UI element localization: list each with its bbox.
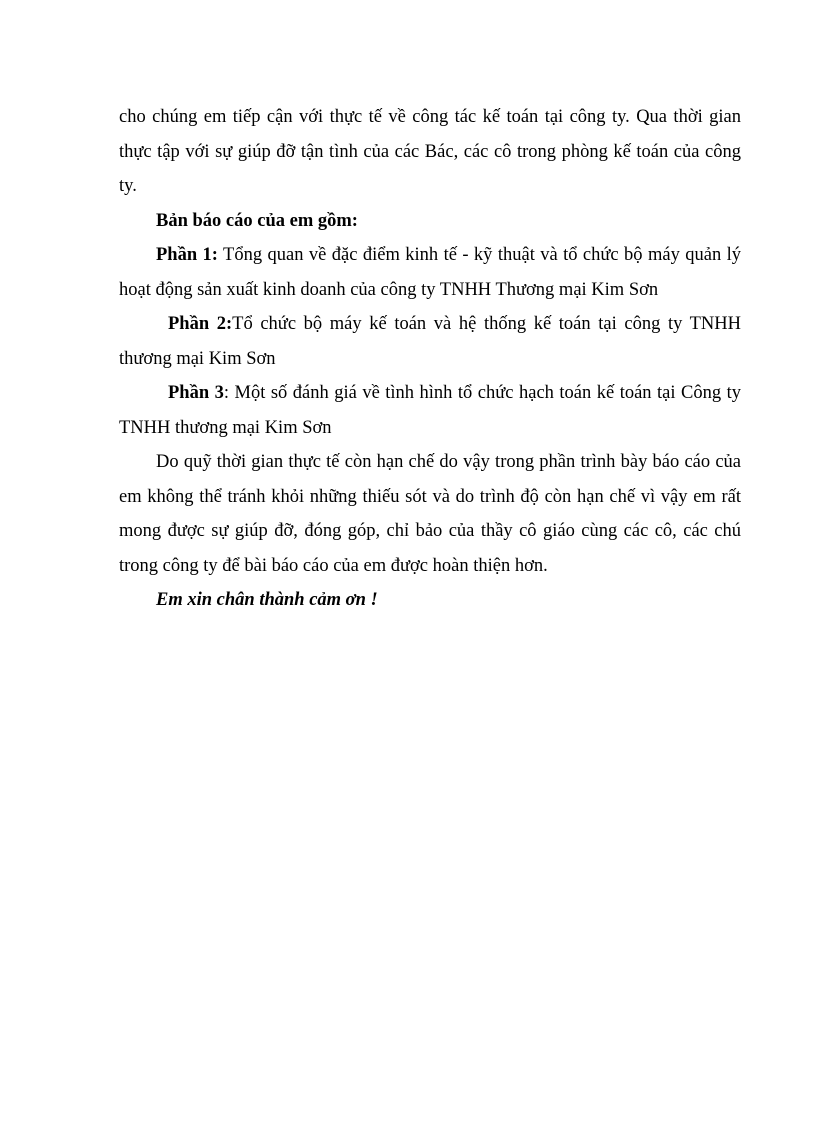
part-1-paragraph — [119, 238, 741, 307]
closing-paragraph: Do quỹ thời gian thực tế còn hạn chế do vậy trong phần trình bày báo cáo của em không thể tránh khỏi những thiếu sót và do trình độ còn hạn chế vì vậy em rất mong được sự giúp đỡ, đóng góp, chỉ bảo của thầy cô giáo cùng các cô, các chú trong công ty để bài báo cáo của em được hoàn thiện hơn. — [119, 452, 741, 576]
part-2-paragraph — [119, 307, 741, 376]
thanks-line: Em xin chân thành cảm ơn ! — [156, 590, 378, 610]
part-1-text: Tổng quan về đặc điểm kinh tế - kỹ thuật và tổ chức bộ máy quản lý hoạt động sản xuất kinh doanh của công ty TNHH Thương mại Kim Sơn — [119, 245, 741, 300]
intro-paragraph: cho chúng em tiếp cận với thực tế về công tác kế toán tại công ty. Qua thời gian thực tập với sự giúp đỡ tận tình của các Bác, các cô trong phòng kế toán của công ty. — [119, 107, 741, 196]
part-1-label: Phần 1: — [156, 245, 218, 265]
document-body — [119, 100, 741, 618]
part-3-text: : Một số đánh giá về tình hình tổ chức hạch toán kế toán tại Công ty TNHH thương mại Kim Sơn — [119, 383, 741, 438]
part-2-text: Tổ chức bộ máy kế toán và hệ thống kế toán tại công ty TNHH thương mại Kim Sơn — [119, 314, 741, 369]
report-heading: Bản báo cáo của em gồm: — [156, 210, 358, 231]
part-3-paragraph — [119, 376, 741, 445]
part-3-label: Phần 3 — [168, 383, 224, 403]
part-2-label: Phần 2: — [168, 314, 233, 334]
